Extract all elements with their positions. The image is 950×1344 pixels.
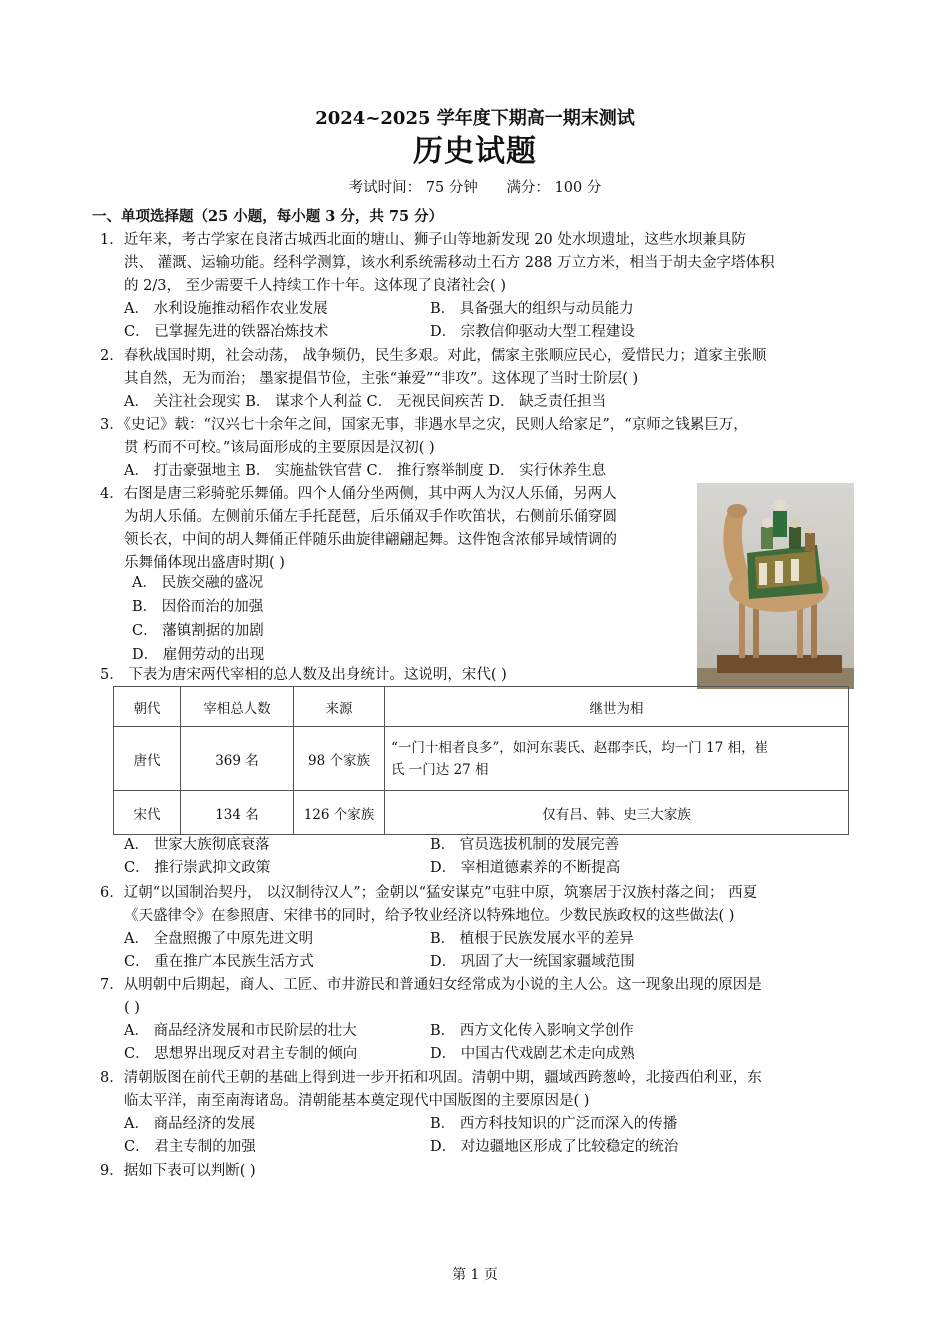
exam-time: 考试时间： 75 分钟: [348, 180, 478, 196]
q3-line2: 贯 朽而不可校。”该局面形成的主要原因是汉初( ): [124, 440, 435, 456]
tang-sancai-camel-image: [697, 483, 854, 689]
q5-option-d: D． 宰相道德素养的不断提高: [430, 860, 621, 876]
table-header-cell: 来源: [294, 687, 385, 727]
q1-option-b: B． 具备强大的组织与动员能力: [430, 301, 634, 317]
q4-option-c: C． 藩镇割据的加剧: [132, 623, 264, 639]
q2-line1: 2．春秋战国时期，社会动荡， 战争频仍，民生多艰。对此，儒家主张顺应民心，爱惜民力；道家主张顺: [100, 348, 767, 364]
table-header-cell: 继世为相: [385, 687, 849, 727]
table-row: [114, 791, 849, 835]
table-cell: 126 个家族: [294, 791, 385, 835]
table-row: [114, 727, 849, 791]
q1-line2: 洪、 灌溉、运输功能。经科学测算，该水利系统需移动土石方 288 万立方米，相当于胡夫金字塔体积: [124, 255, 775, 271]
table-cell: 134 名: [181, 791, 294, 835]
q5-option-b: B． 官员选拔机制的发展完善: [430, 837, 620, 853]
camel-figurine-icon: [697, 483, 854, 689]
subject-title: 历史试题: [413, 134, 537, 169]
q4-line1: 4．右图是唐三彩骑驼乐舞俑。四个人俑分坐两侧，其中两人为汉人乐俑，另两人: [100, 486, 617, 502]
q1-line3: 的 2/3， 至少需要千人持续工作十年。这体现了良渚社会( ): [124, 278, 506, 294]
q1-option-c: C． 已掌握先进的铁器冶炼技术: [124, 324, 329, 340]
q1-option-a: A． 水利设施推动稻作农业发展: [124, 301, 328, 317]
q8-option-a: A． 商品经济的发展: [124, 1116, 256, 1132]
q1-line1: 1．近年来，考古学家在良渚古城西北面的塘山、狮子山等地新发现 20 处水坝遗址，这些水坝兼具防: [100, 232, 746, 248]
q4-line2: 为胡人乐俑。左侧前乐俑左手托琵琶，后乐俑双手作吹笛状，右侧前乐俑穿圆: [124, 509, 617, 525]
q8-line2: 临太平洋，南至南海诸岛。清朝能基本奠定现代中国版图的主要原因是( ): [124, 1093, 590, 1109]
table-cell-line: “一门十相者良多”，如河东裴氏、赵郡李氏，均一门 17 相，崔: [391, 739, 769, 756]
q9-line1: 9．据如下表可以判断( ): [100, 1163, 256, 1179]
page-number: 第 1 页: [452, 1267, 498, 1283]
q8-option-c: C． 君主专制的加强: [124, 1139, 256, 1155]
q4-option-a: A． 民族交融的盛况: [132, 575, 264, 591]
q8-line1: 8．清朝版图在前代王朝的基础上得到进一步开拓和巩固。清朝中期，疆域西跨葱岭，北接西伯利亚，东: [100, 1070, 762, 1086]
exam-meta: [0, 176, 950, 197]
q7-line1: 7．从明朝中后期起，商人、工匠、市井游民和普通妇女经常成为小说的主人公。这一现象出现的原因是: [100, 977, 762, 993]
table-header-cell: 宰相总人数: [181, 687, 294, 727]
q6-line1: 6．辽朝“以国制治契丹， 以汉制待汉人”；金朝以“猛安谋克”屯驻中原，筑寨居于汉族村落之间； 西夏: [100, 885, 758, 901]
q8-option-b: B． 西方科技知识的广泛而深入的传播: [430, 1116, 678, 1132]
table-cell: 宋代: [114, 791, 181, 835]
table-cell: 98 个家族: [294, 727, 385, 791]
table-cell: 369 名: [181, 727, 294, 791]
table-cell-line: 氏 一门达 27 相: [391, 761, 489, 778]
chancellor-table: [113, 686, 849, 835]
q7-option-c: C． 思想界出现反对君主专制的倾向: [124, 1046, 358, 1062]
section-heading: 一、单项选择题（25 小题，每小题 3 分，共 75 分）: [92, 208, 444, 225]
q6-option-b: B． 植根于民族发展水平的差异: [430, 931, 634, 947]
q5-option-a: A． 世家大族彻底衰落: [124, 837, 270, 853]
q4-option-b: B． 因俗而治的加强: [132, 599, 264, 615]
q7-option-b: B． 西方文化传入影响文学创作: [430, 1023, 634, 1039]
q2-options: A． 关注社会现实 B． 谋求个人利益 C． 无视民间疾苦 D． 缺乏责任担当: [124, 394, 607, 410]
table-header-row: [114, 687, 849, 727]
table-cell: [385, 727, 849, 791]
q4-option-d: D． 雇佣劳动的出现: [132, 647, 265, 663]
full-score: 满分： 100 分: [506, 180, 602, 196]
exam-title: 2024~2025 学年度下期高一期末测试: [315, 108, 635, 129]
q8-option-d: D． 对边疆地区形成了比较稳定的统治: [430, 1139, 679, 1155]
q5-option-c: C． 推行崇武抑文政策: [124, 860, 271, 876]
q7-option-d: D． 中国古代戏剧艺术走向成熟: [430, 1046, 635, 1062]
q7-option-a: A． 商品经济发展和市民阶层的壮大: [124, 1023, 357, 1039]
q7-line2: ( ): [124, 1000, 140, 1016]
q5-line1: 5． 下表为唐宋两代宰相的总人数及出身统计。这说明，宋代( ): [100, 667, 507, 683]
table-header-cell: 朝代: [114, 687, 181, 727]
table-cell: 仅有吕、韩、史三大家族: [385, 791, 849, 835]
table-cell: 唐代: [114, 727, 181, 791]
q6-line2: 《天盛律令》在参照唐、宋律书的同时，给予牧业经济以特殊地位。少数民族政权的这些做法( ): [124, 908, 735, 924]
q6-option-a: A． 全盘照搬了中原先进文明: [124, 931, 314, 947]
q3-line1: 3．《史记》载：“汉兴七十余年之间，国家无事，非遇水旱之灾，民则人给家足”，“京师之钱累巨万，: [100, 417, 748, 433]
q2-line2: 其自然，无为而治； 墨家提倡节俭，主张“兼爱”“非攻”。这体现了当时士阶层( ): [124, 371, 639, 387]
q1-option-d: D． 宗教信仰驱动大型工程建设: [430, 324, 635, 340]
q6-option-c: C． 重在推广本民族生活方式: [124, 954, 314, 970]
q3-options: A． 打击豪强地主 B． 实施盐铁官营 C． 推行察举制度 D． 实行休养生息: [124, 463, 607, 479]
q6-option-d: D． 巩固了大一统国家疆域范围: [430, 954, 635, 970]
q4-line4: 乐舞俑体现出盛唐时期( ): [124, 555, 285, 571]
q4-line3: 领长衣，中间的胡人舞俑正伴随乐曲旋律翩翩起舞。这件饱含浓郁异域情调的: [124, 532, 617, 548]
